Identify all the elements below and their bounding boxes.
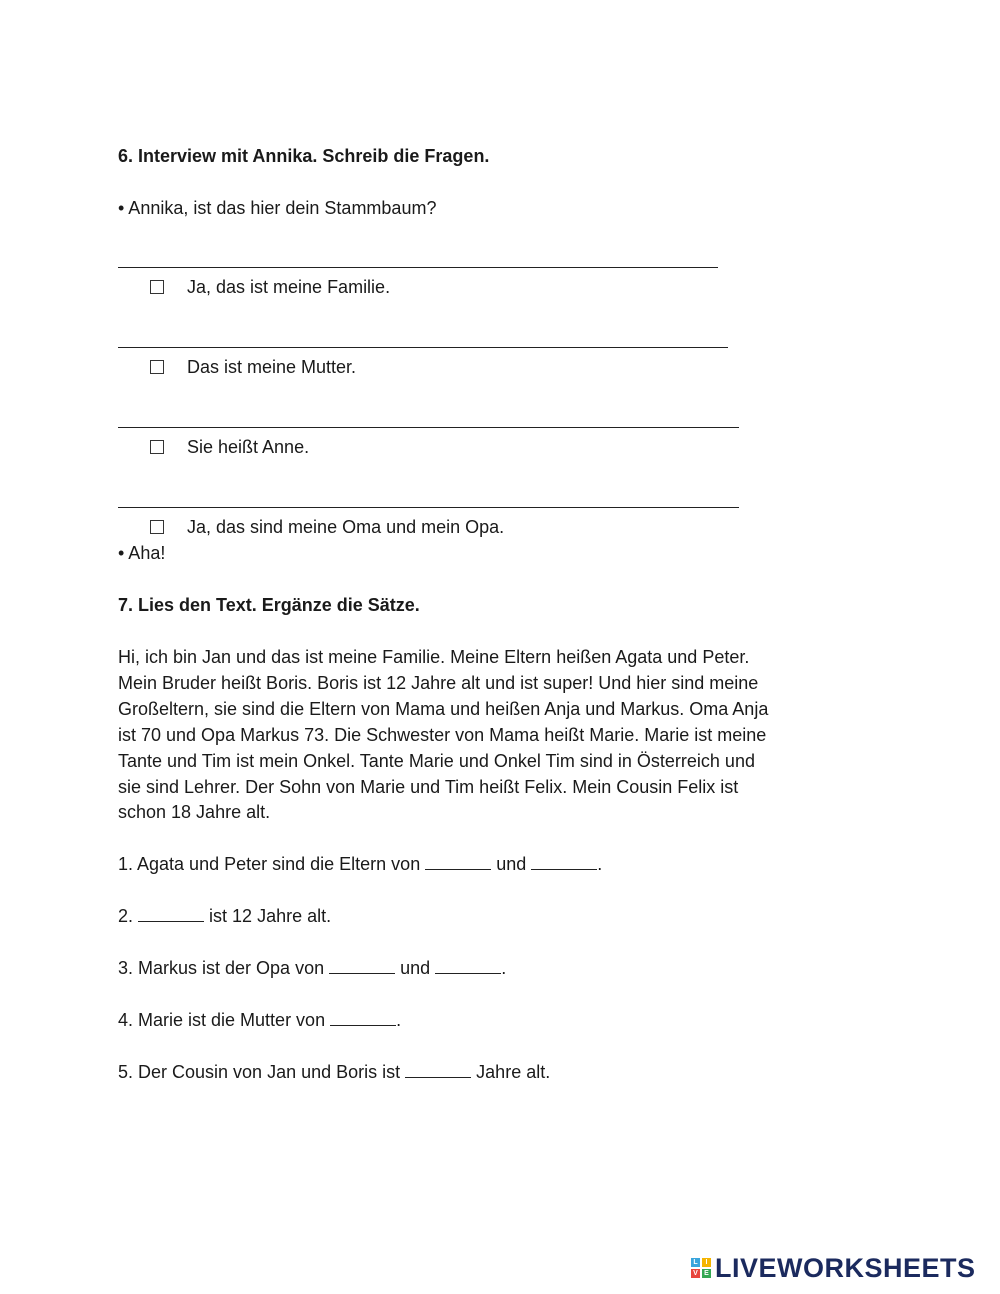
answer-row-2 [150,356,356,378]
interview-intro: • Annika, ist das hier dein Stammbaum? [118,198,437,218]
sentence-2 [118,905,331,927]
sentence-4 [118,1009,401,1031]
question-line-3[interactable] [118,427,739,428]
reading-line: sie sind Lehrer. Der Sohn von Marie und Tim heißt Felix. Mein Cousin Felix ist [118,776,739,797]
section-6-title: 6. Interview mit Annika. Schreib die Fragen. [118,146,490,166]
answer-checkbox-4[interactable] [150,520,164,534]
sentence-5-part-a: 5. Der Cousin von Jan und Boris ist [118,1062,401,1082]
logo-text: LIVEWORKSHEETS [715,1253,976,1283]
question-line-4[interactable] [118,507,739,508]
sentence-3 [118,957,506,979]
reading-line: ist 70 und Opa Markus 73. Die Schwester von Mama heißt Marie. Marie ist meine [118,724,767,745]
answer-row-4 [150,516,504,538]
answer-checkbox-1[interactable] [150,280,164,294]
logo-mark-icon [691,1258,711,1278]
reading-line: Mein Bruder heißt Boris. Boris ist 12 Jahre alt und ist super! Und hier sind meine [118,672,759,693]
sentence-2-part-a: 2. [118,906,134,926]
blank-1a[interactable] [425,853,491,870]
blank-5[interactable] [405,1061,471,1078]
logo-mark-letter: I [702,1258,711,1267]
sentence-3-part-b: und [400,958,431,978]
answer-text-4: Ja, das sind meine Oma und mein Opa. [187,517,505,537]
sentence-5 [118,1061,550,1083]
sentence-1-part-c: . [597,854,603,874]
blank-3b[interactable] [435,957,501,974]
sentence-4-part-b: . [396,1010,402,1030]
answer-row-3 [150,436,309,458]
blank-1b[interactable] [531,853,597,870]
answer-row-1 [150,276,390,298]
sentence-3-part-c: . [501,958,507,978]
logo-mark-letter: V [691,1269,700,1278]
question-line-1[interactable] [118,267,718,268]
blank-3a[interactable] [329,957,395,974]
blank-4[interactable] [330,1009,396,1026]
section-7-title: 7. Lies den Text. Ergänze die Sätze. [118,595,420,615]
logo-mark-letter: E [702,1269,711,1278]
sentence-3-part-a: 3. Markus ist der Opa von [118,958,325,978]
reading-line: Tante und Tim ist mein Onkel. Tante Marie und Onkel Tim sind in Österreich und [118,750,755,771]
sentence-4-part-a: 4. Marie ist die Mutter von [118,1010,326,1030]
answer-text-2: Das ist meine Mutter. [187,357,357,377]
answer-text-1: Ja, das ist meine Familie. [187,277,391,297]
reading-line: schon 18 Jahre alt. [118,802,271,823]
answer-text-3: Sie heißt Anne. [187,437,310,457]
blank-2[interactable] [138,905,204,922]
answer-checkbox-3[interactable] [150,440,164,454]
reading-text [118,645,838,826]
reading-line: Großeltern, sie sind die Eltern von Mama und heißen Anja und Markus. Oma Anja [118,698,769,719]
liveworksheets-logo [691,1253,976,1283]
logo-mark-letter: L [691,1258,700,1267]
answer-checkbox-2[interactable] [150,360,164,374]
question-line-2[interactable] [118,347,728,348]
sentence-1-part-a: 1. Agata und Peter sind die Eltern von [118,854,421,874]
sentence-1 [118,853,602,875]
sentence-5-part-b: Jahre alt. [476,1062,551,1082]
sentence-2-part-b: ist 12 Jahre alt. [209,906,332,926]
sentence-1-part-b: und [496,854,527,874]
reading-line: Hi, ich bin Jan und das ist meine Familie. Meine Eltern heißen Agata und Peter. [118,647,750,667]
interview-closing: • Aha! [118,543,166,563]
